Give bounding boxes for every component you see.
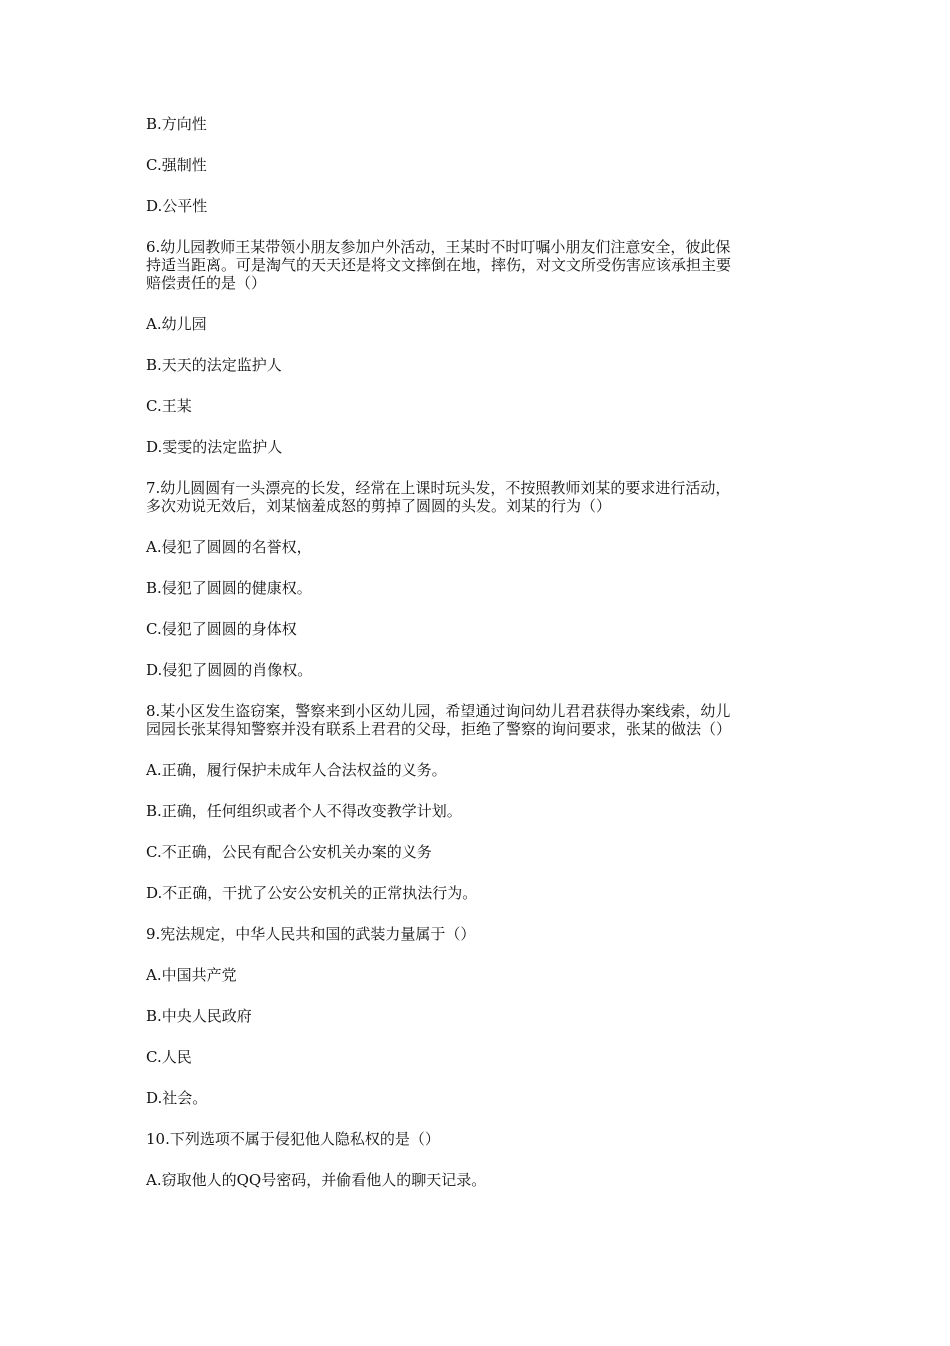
q7-option-c: C.侵犯了圆圆的身体权: [146, 620, 297, 638]
q6-stem-line-3: 赔偿责任的是（）: [146, 274, 267, 292]
q8-option-c: C.不正确，公民有配合公安机关办案的义务: [146, 843, 432, 861]
question-7: [146, 479, 816, 702]
question-6: [146, 238, 816, 479]
q7-stem-line-2: 多次劝说无效后，刘某恼羞成怒的剪掉了圆圆的头发。刘某的行为（）: [146, 497, 612, 515]
q8-stem-line-2: 园园长张某得知警察并没有联系上君君的父母，拒绝了警察的询问要求，张某的做法（）: [146, 720, 732, 738]
q9-option-a: A.中国共产党: [146, 966, 237, 984]
question-9: [146, 925, 816, 1130]
q7-stem-line-1: 7.幼儿圆圆有一头漂亮的长发，经常在上课时玩头发，不按照教师刘某的要求进行活动，: [146, 479, 731, 497]
q6-option-b: B.天天的法定监护人: [146, 356, 282, 374]
question-10: [146, 1130, 816, 1189]
q9-stem-line-1: 9.宪法规定，中华人民共和国的武装力量属于（）: [146, 925, 476, 943]
q7-option-b: B.侵犯了圆圆的健康权。: [146, 579, 312, 597]
q6-option-a: A.幼儿园: [146, 315, 207, 333]
q5-option-b: B.方向性: [146, 115, 207, 133]
q6-option-d: D.雯雯的法定监护人: [146, 438, 283, 456]
q8-option-d: D.不正确，干扰了公安公安机关的正常执法行为。: [146, 884, 478, 902]
q5-option-c: C.强制性: [146, 156, 207, 174]
question-8: [146, 702, 816, 925]
q6-stem-line-1: 6.幼儿园教师王某带领小朋友参加户外活动，王某时不时叮嘱小朋友们注意安全，彼此保: [146, 238, 731, 256]
q9-option-c: C.人民: [146, 1048, 192, 1066]
q9-option-d: D.社会。: [146, 1089, 208, 1107]
q7-option-d: D.侵犯了圆圆的肖像权。: [146, 661, 313, 679]
q8-option-a: A.正确，履行保护未成年人合法权益的义务。: [146, 761, 447, 779]
q6-stem-line-2: 持适当距离。可是淘气的天天还是将文文摔倒在地，摔伤，对文文所受伤害应该承担主要: [146, 256, 732, 274]
q8-stem-line-1: 8.某小区发生盗窃案，警察来到小区幼儿园，希望通过询问幼儿君君获得办案线索，幼儿: [146, 702, 731, 720]
exam-page: [146, 115, 816, 1189]
q6-option-c: C.王某: [146, 397, 192, 415]
q10-stem-line-1: 10.下列选项不属于侵犯他人隐私权的是（）: [146, 1130, 440, 1148]
q5-option-d: D.公平性: [146, 197, 208, 215]
q9-option-b: B.中央人民政府: [146, 1007, 252, 1025]
q10-option-a: A.窃取他人的QQ号密码，并偷看他人的聊天记录。: [146, 1171, 487, 1189]
q7-option-a: A.侵犯了圆圆的名誉权，: [146, 538, 312, 556]
q8-option-b: B.正确，任何组织或者个人不得改变教学计划。: [146, 802, 462, 820]
